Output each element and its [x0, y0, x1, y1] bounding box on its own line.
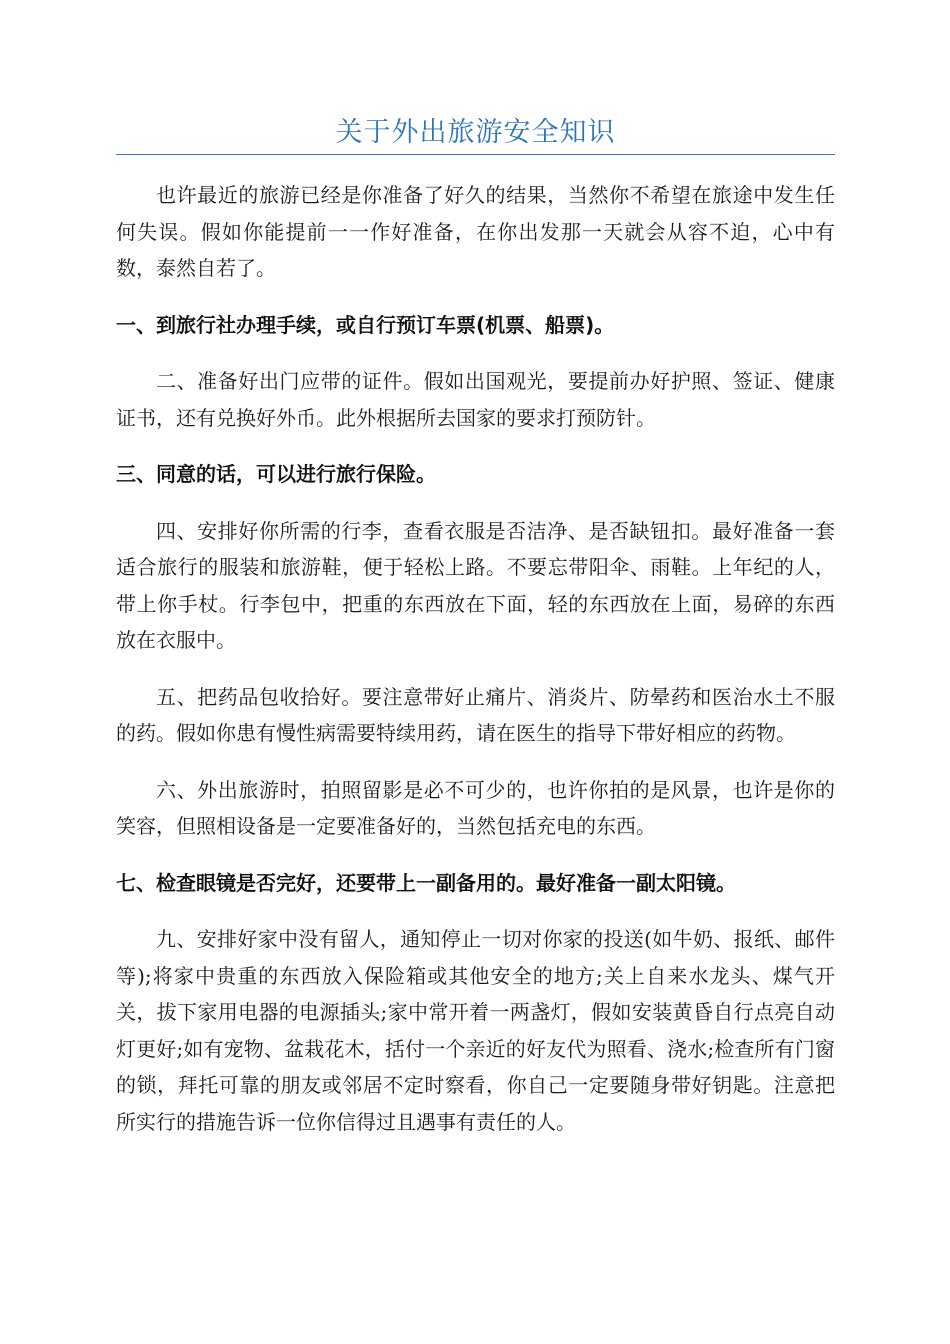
title-underline [116, 154, 835, 155]
item-1-heading: 一、到旅行社办理手续，或自行预订车票(机票、船票)。 [116, 312, 615, 337]
item-2-paragraph: 二、准备好出门应带的证件。假如出国观光，要提前办好护照、签证、健康证书，还有兑换好外币。此外根据所去国家的要求打预防针。 [116, 369, 835, 430]
document-page [116, 0, 835, 1140]
item-4-paragraph: 四、安排好你所需的行李，查看衣服是否洁净、是否缺钮扣。最好准备一套适合旅行的服装和旅游鞋，便于轻松上路。不要忘带阳伞、雨鞋。上年纪的人，带上你手杖。行李包中，把重的东西放在下面，轻的东西放在上面，易碎的东西放在衣服中。 [116, 518, 835, 652]
spacer [116, 659, 835, 679]
item-5-paragraph: 五、把药品包收拾好。要注意带好止痛片、消炎片、防晕药和医治水土不服的药。假如你患有慢性病需要特续用药，请在医生的指导下带好相应的药物。 [116, 684, 835, 745]
item-9-paragraph: 九、安排好家中没有留人，通知停止一切对你家的投送(如牛奶、报纸、邮件等);将家中贵重的东西放入保险箱或其他安全的地方;关上自来水龙头、煤气开关，拔下家用电器的电源插头;家中常开着一两盏灯，假如安装黄昏自行点亮自动灯更好;如有宠物、盆栽花木，括付一个亲近的好友代为照看、浇水;检查所有门窗的锁，拜托可靠的朋友或邻居不定时察看，你自己一定要随身带好钥匙。注意把所实行的措施告诉一位你信得过且遇事有责任的人。 [116, 927, 835, 1134]
page-title: 关于外出旅游安全知识 [335, 117, 616, 148]
spacer [116, 845, 835, 865]
item-7-heading: 七、检查眼镜是否完好，还要带上一副备用的。最好准备一副太阳镜。 [116, 870, 736, 895]
spacer [116, 287, 835, 307]
spacer [116, 493, 835, 513]
spacer [116, 436, 835, 456]
intro-paragraph: 也许最近的旅游已经是你准备了好久的结果，当然你不希望在旅途中发生任何失误。假如你能提前一一作好准备，在你出发那一天就会从容不迫，心中有数，泰然自若了。 [116, 183, 835, 280]
item-6-paragraph: 六、外出旅游时，拍照留影是必不可少的，也许你拍的是风景，也许是你的笑容，但照相设备是一定要准备好的，当然包括充电的东西。 [116, 777, 835, 838]
spacer [116, 343, 835, 363]
item-3-heading: 三、同意的话，可以进行旅行保险。 [116, 462, 436, 486]
spacer [116, 901, 835, 921]
spacer [116, 752, 835, 772]
